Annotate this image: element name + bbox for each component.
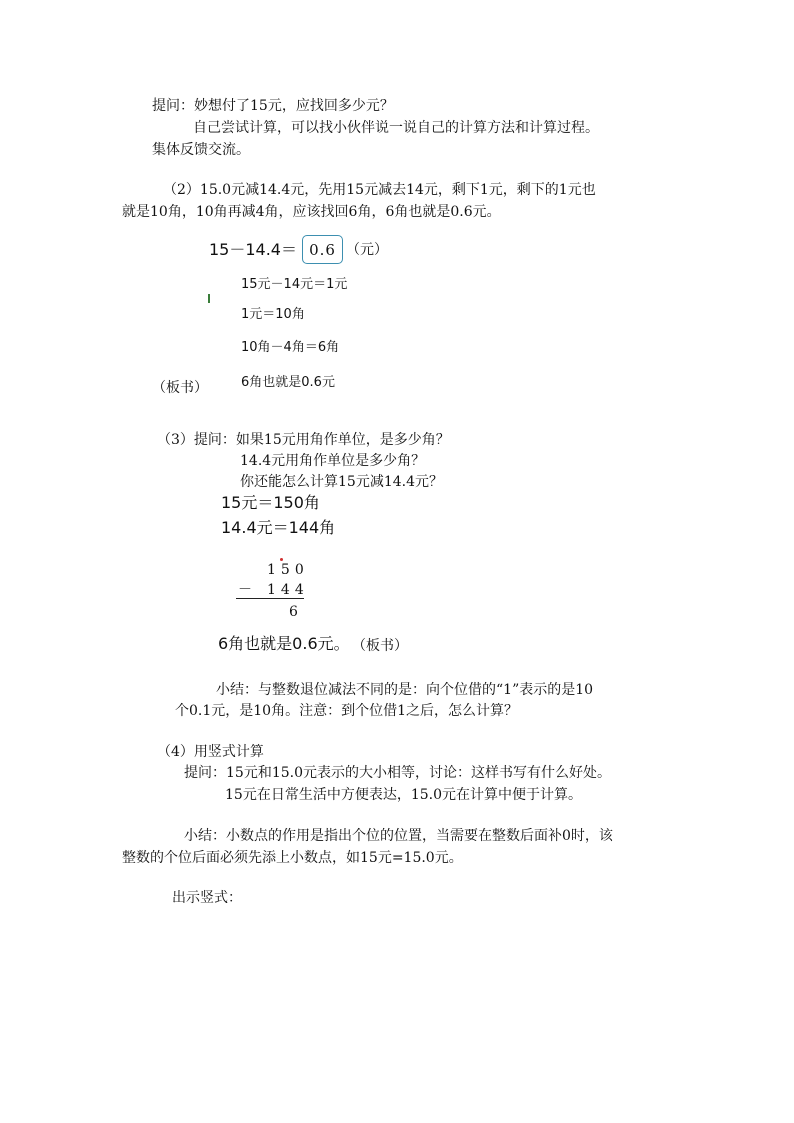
vertical-minus: － xyxy=(238,582,252,598)
summary1-line1: 小结：与整数退位减法不同的是：向个位借的“1”表示的是10 xyxy=(216,682,594,698)
conversion-1: 15元＝150角 xyxy=(221,493,320,512)
vertical-line xyxy=(236,598,304,599)
step-4: 6角也就是0.6元 xyxy=(241,375,335,390)
conversion-2: 14.4元＝144角 xyxy=(221,518,336,537)
answer-box xyxy=(302,235,343,264)
part4-answer: 15元在日常生活中方便表达，15.0元在计算中便于计算。 xyxy=(225,787,582,803)
result-text: 6角也就是0.6元。 xyxy=(218,634,350,653)
question-paid-15: 提问：妙想付了15元，应找回多少元？ xyxy=(152,98,394,114)
answer-value: 0.6 xyxy=(309,240,336,259)
part4-title: （4）用竖式计算 xyxy=(157,744,264,760)
step-2: 1元＝10角 xyxy=(241,307,305,322)
part3-line3: 你还能怎么计算15元减14.4元？ xyxy=(240,474,443,490)
part4-question: 提问：15元和15.0元表示的大小相等，讨论：这样书写有什么好处。 xyxy=(184,765,611,781)
show-vertical-form: 出示竖式： xyxy=(172,890,242,906)
summary1-line2: 个0.1元，是10角。注意：到个位借1之后，怎么计算？ xyxy=(175,703,518,719)
vertical-subtrahend: 144 xyxy=(267,582,309,598)
vertical-top: 150 xyxy=(267,562,309,578)
equation-main: 15－14.4＝ xyxy=(209,240,297,259)
part2-line2: 就是10角，10角再减4角，应该找回6角，6角也就是0.6元。 xyxy=(122,204,501,220)
step-1: 15元－14元＝1元 xyxy=(241,277,348,292)
part2-line1: （2）15.0元减14.4元，先用15元减去14元，剩下1元，剩下的1元也 xyxy=(163,182,596,198)
vertical-result: 6 xyxy=(289,604,298,620)
green-mark xyxy=(208,294,210,303)
step-3: 10角－4角＝6角 xyxy=(241,340,340,355)
summary2-line1: 小结：小数点的作用是指出个位的位置，当需要在整数后面补0时，该 xyxy=(184,828,613,844)
board-note-1: （板书） xyxy=(152,380,208,396)
equation-unit: （元） xyxy=(346,242,388,258)
try-calculate-text: 自己尝试计算，可以找小伙伴说一说自己的计算方法和计算过程。 xyxy=(193,120,599,136)
board-note-2: （板书） xyxy=(352,638,408,654)
group-feedback-text: 集体反馈交流。 xyxy=(152,142,250,158)
part3-line2: 14.4元用角作单位是多少角？ xyxy=(240,453,426,469)
summary2-line2: 整数的个位后面必须先添上小数点，如15元=15.0元。 xyxy=(122,850,463,866)
part3-line1: （3）提问：如果15元用角作单位，是多少角？ xyxy=(157,432,450,448)
